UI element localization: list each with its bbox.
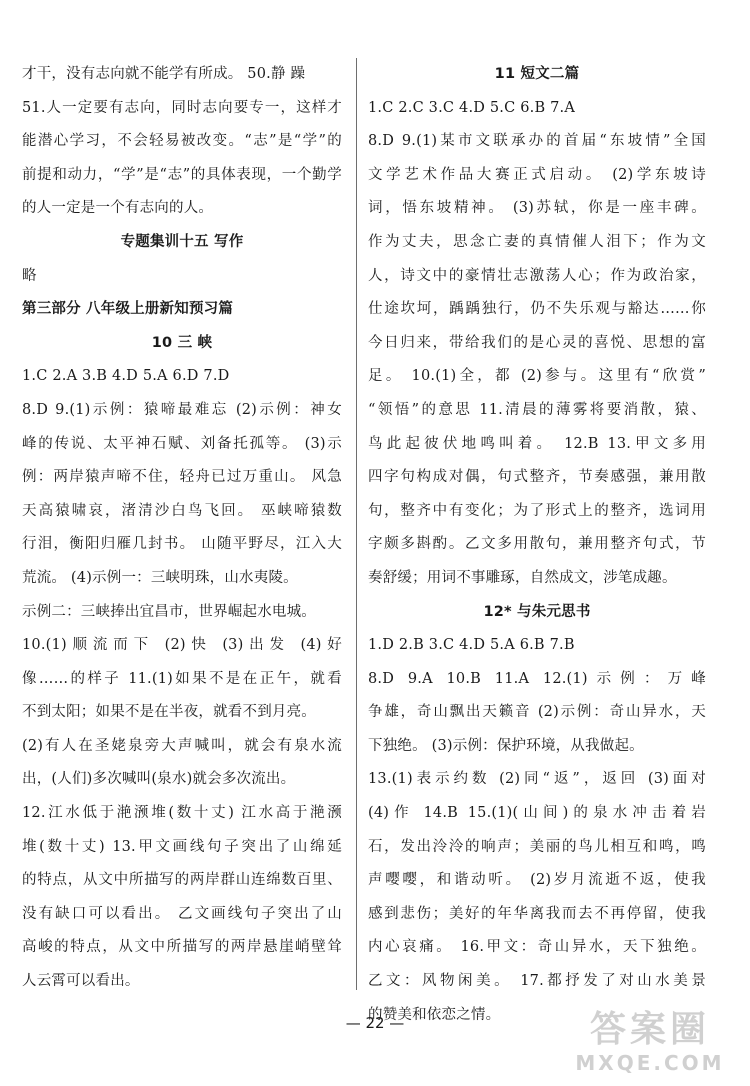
left-text-line: 12.江水低于滟滪堆(数十丈) 江水高于滟滪: [22, 805, 342, 822]
right-section-heading: 12* 与朱元思书: [483, 603, 591, 620]
right-section-heading: 11 短文二篇: [494, 66, 580, 82]
right-text-line: 鸟此起彼伏地鸣叫着。 12.B 13.甲文多用: [368, 435, 706, 452]
right-text-line: (4)作 14.B 15.(1)(山间)的泉水冲击着岩: [368, 805, 706, 822]
left-part-title: 第三部分 八年级上册新知预习篇: [22, 301, 234, 318]
right-text-line: 词，悟东坡精神。 (3)苏轼，你是一座丰碑。: [368, 200, 706, 217]
left-text-line: 峰的传说、太平神石赋、刘备托孤等。 (3)示: [22, 435, 342, 452]
page-number: — 22 —: [345, 1014, 405, 1032]
watermark-logo: [560, 1008, 740, 1080]
right-text-line: 下独绝。 (3)示例：保护环境，从我做起。: [368, 737, 644, 754]
right-text-line: 1.D 2.B 3.C 4.D 5.A 6.B 7.B: [368, 637, 575, 654]
right-text-line: 声嘤嘤，和谐动听。 (2)岁月流逝不返，使我: [368, 872, 706, 889]
right-text-line: “领悟”的意思 11.清晨的薄雾将要消散，猿、: [368, 401, 706, 418]
watermark-top-text: 答案圈: [589, 1009, 710, 1050]
right-text-line: 争雄，奇山飘出天籁音 (2)示例：奇山异水，天: [368, 704, 706, 721]
left-text-line: 的特点，从文中所描写的两岸群山连绵数百里、: [22, 872, 342, 889]
right-text-line: 8.D 9.(1)某市文联承办的首届“东坡情”全国: [368, 133, 706, 150]
right-text-line: 8.D 9.A 10.B 11.A 12.(1)示例：万峰: [368, 670, 706, 687]
right-text-line: 1.C 2.C 3.C 4.D 5.C 6.B 7.A: [368, 99, 576, 116]
right-column: [368, 58, 706, 1032]
left-text-line: 不到太阳；如果不是在半夜，就看不到月亮。: [22, 704, 316, 721]
left-text-line: 例：两岸猿声啼不住，轻舟已过万重山。 风急: [22, 469, 342, 486]
right-text-line: 文学艺术作品大赛正式启动。 (2)学东坡诗: [368, 166, 706, 183]
left-text-line: 1.C 2.A 3.B 4.D 5.A 6.D 7.D: [22, 368, 230, 385]
right-text-line: 句，整齐中有变化；为了形式上的整齐，选词用: [368, 502, 706, 519]
left-text-line: 的人一定是一个有志向的人。: [22, 200, 214, 217]
left-text-line: 示例二：三峡捧出宜昌市，世界崛起水电城。: [22, 603, 316, 620]
right-text-line: 字颇多斟酌。乙文多用散句，兼用整齐句式，节: [368, 536, 706, 553]
left-text-line: 出，(人们)多次喊叫(泉水)就会多次流出。: [22, 771, 296, 788]
watermark-bottom-text: MXQE.COM: [575, 1051, 725, 1075]
left-text-line: 10.(1)顺流而下 (2)快 (3)出发 (4)好: [22, 637, 342, 654]
right-text-line: 足。 10.(1)全，都 (2)参与。这里有“欣赏”: [368, 368, 706, 385]
left-text-line: 荒流。 (4)示例一：三峡明珠，山水夷陵。: [22, 569, 298, 586]
column-divider: [356, 58, 357, 990]
left-text-line: 堆(数十丈) 13.甲文画线句子突出了山绵延: [22, 838, 342, 855]
right-text-line: 今日归来，带给我们的是心灵的喜悦、思想的富: [368, 334, 706, 351]
right-text-line: 13.(1)表示约数 (2)同“返”，返回 (3)面对: [368, 771, 706, 788]
left-text-line: 略: [22, 267, 37, 284]
left-column: [22, 58, 342, 999]
left-section-heading: 专题集训十五 写作: [120, 233, 244, 250]
left-text-line: 行泪，衡阳归雁几封书。 山随平野尽，江入大: [22, 536, 342, 553]
left-text-line: 才干，没有志向就不能学有所成。 50.静 躁: [22, 66, 306, 82]
right-text-line: 感到悲伤；美好的年华离我而去不再停留，使我: [368, 905, 706, 922]
left-text-line: 8.D 9.(1)示例：猿啼最难忘 (2)示例：神女: [22, 401, 342, 418]
left-text-line: 没有缺口可以看出。 乙文画线句子突出了山: [22, 905, 342, 922]
left-text-line: 能潜心学习，不会轻易被改变。“志”是“学”的: [22, 133, 342, 150]
right-text-line: 内心哀痛。 16.甲文：奇山异水，天下独绝。: [368, 939, 706, 956]
left-text-line: 高峻的特点，从文中所描写的两岸悬崖峭壁耸: [22, 939, 342, 956]
left-section-heading: 10 三 峡: [151, 334, 213, 351]
left-text-line: (2)有人在圣姥泉旁大声喊叫，就会有泉水流: [22, 737, 342, 754]
right-text-line: 石，发出泠泠的响声；美丽的鸟儿相互和鸣，鸣: [368, 838, 706, 855]
right-text-line: 作为丈夫，思念亡妻的真情催人泪下；作为文: [368, 233, 706, 250]
right-text-line: 乙文：风物闲美。 17.都抒发了对山水美景: [368, 973, 706, 990]
left-text-line: 51.人一定要有志向，同时志向要专一，这样才: [22, 99, 342, 116]
left-text-line: 天高猿啸哀，渚清沙白鸟飞回。 巫峡啼猿数: [22, 502, 342, 519]
left-text-line: 前提和动力，“学”是“志”的具体表现，一个勤学: [22, 166, 342, 183]
right-text-line: 人，诗文中的豪情壮志激荡人心；作为政治家，: [368, 267, 706, 284]
right-text-line: 仕途坎坷，踽踽独行，仍不失乐观与豁达……你: [368, 301, 706, 318]
right-text-line: 四字句构成对偶，句式整齐，节奏感强，兼用散: [368, 469, 706, 486]
left-text-line: 像……的样子 11.(1)如果不是在正午，就看: [22, 670, 342, 687]
right-text-line: 奏舒缓；用词不事雕琢，自然成文，涉笔成趣。: [368, 569, 677, 586]
right-text-line: 的赞美和依恋之情。: [368, 1006, 501, 1023]
left-text-line: 人云霄可以看出。: [22, 973, 140, 990]
